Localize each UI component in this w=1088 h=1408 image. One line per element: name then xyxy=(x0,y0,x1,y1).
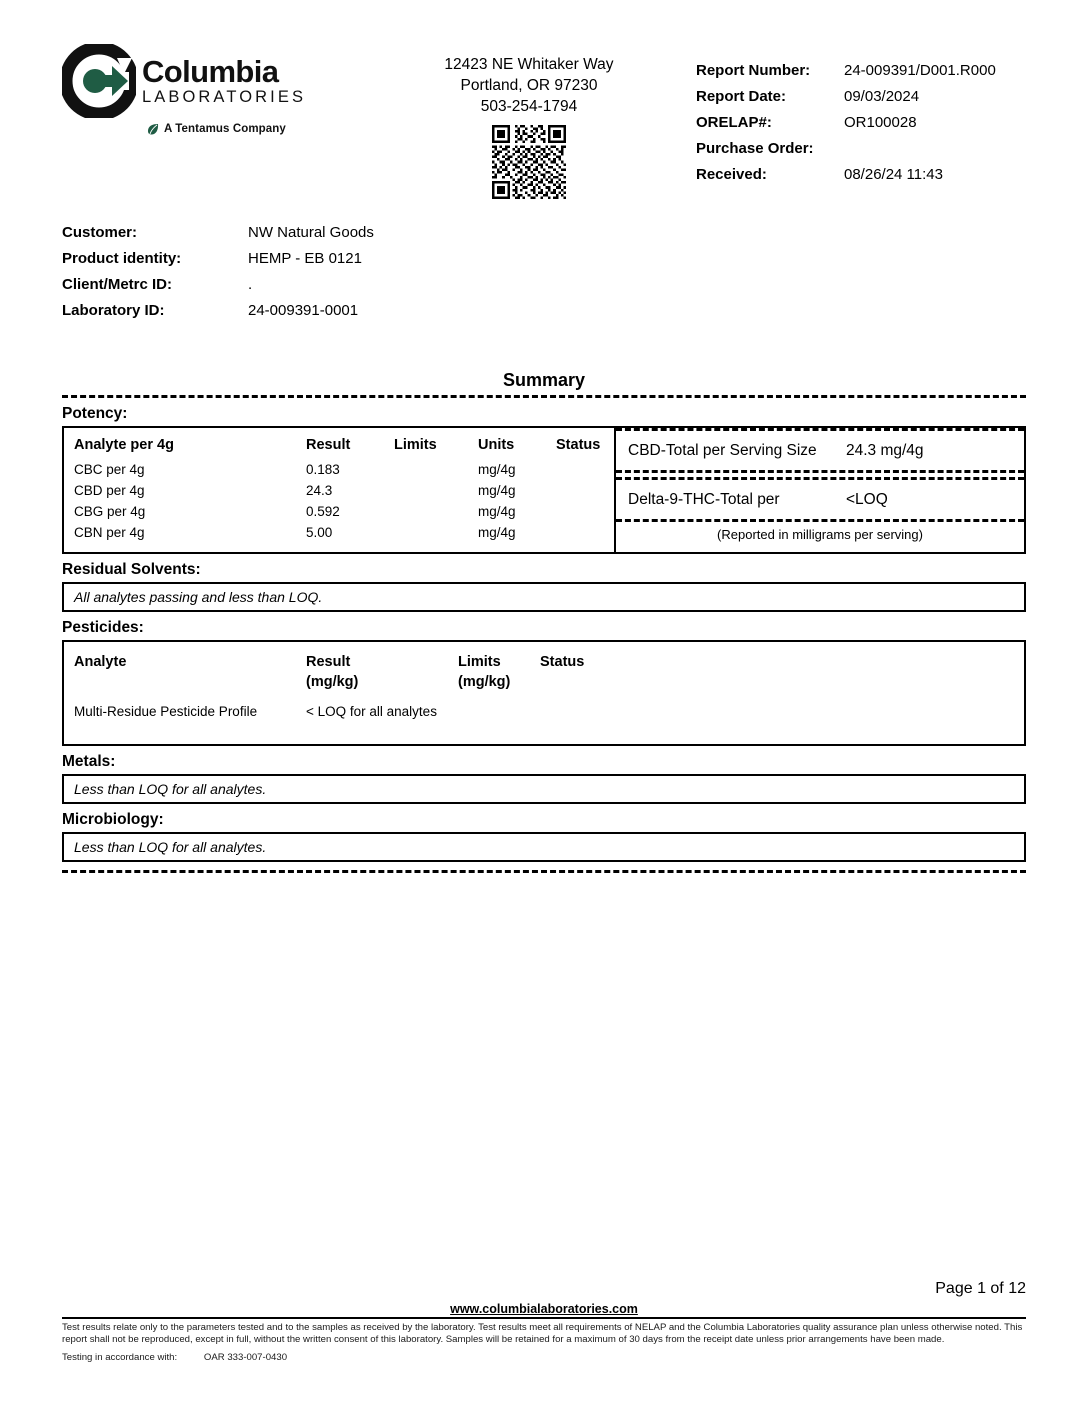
col-analyte: Analyte per 4g xyxy=(74,437,174,453)
meta-value: 09/03/2024 xyxy=(844,88,920,105)
cell-limits xyxy=(394,501,478,522)
customer-label: Client/Metrc ID: xyxy=(62,276,173,293)
microbiology-label: Microbiology: xyxy=(62,811,164,828)
cell-result: 5.00 xyxy=(306,525,333,540)
summary-top-divider xyxy=(62,395,1026,398)
customer-value: NW Natural Goods xyxy=(248,224,374,241)
cell-result: 0.183 xyxy=(306,462,340,477)
customer-value: 24-009391-0001 xyxy=(248,302,359,319)
metals-box xyxy=(62,774,1026,804)
report-metadata xyxy=(696,44,1026,188)
meta-row xyxy=(696,84,1026,110)
potency-header-row xyxy=(74,437,614,453)
cbd-total-row xyxy=(616,428,1024,473)
col-units: Units xyxy=(478,437,515,453)
table-row xyxy=(74,480,614,501)
company-name: Columbia xyxy=(142,53,279,89)
summary-bottom-divider xyxy=(62,870,1026,873)
accordance-label: Testing in accordance with: xyxy=(62,1351,178,1363)
accordance-row xyxy=(62,1352,1026,1364)
col-limits-line1: Limits xyxy=(458,654,501,670)
col-result xyxy=(306,652,458,692)
thc-total-label: Delta-9-THC-Total per xyxy=(628,490,780,508)
report-footer xyxy=(62,1280,1026,1364)
col-result-line2: (mg/kg) xyxy=(306,674,359,690)
residual-solvents-label: Residual Solvents: xyxy=(62,561,201,578)
meta-label: ORELAP#: xyxy=(696,114,772,131)
cell-analyte: CBN per 4g xyxy=(74,525,145,540)
meta-row xyxy=(696,58,1026,84)
potency-table xyxy=(64,428,616,552)
tentamus-text: A Tentamus Company xyxy=(164,123,286,135)
serving-note: (Reported in milligrams per serving) xyxy=(717,527,923,542)
cell-units: mg/4g xyxy=(478,462,516,477)
footer-divider xyxy=(62,1317,1026,1319)
cell-limits xyxy=(394,480,478,501)
address-phone: 503-254-1794 xyxy=(480,98,578,115)
meta-value: OR100028 xyxy=(844,114,917,131)
customer-row xyxy=(62,298,1026,324)
table-row xyxy=(74,704,1024,719)
microbiology-box xyxy=(62,832,1026,862)
col-limits: Limits xyxy=(394,437,437,453)
meta-label: Report Number: xyxy=(696,62,811,79)
table-row xyxy=(74,459,614,480)
cell-limits xyxy=(458,704,540,719)
customer-row xyxy=(62,220,1026,246)
residual-solvents-text: All analytes passing and less than LOQ. xyxy=(74,589,323,605)
col-status: Status xyxy=(556,437,601,453)
cell-result: 24.3 xyxy=(306,483,333,498)
cell-units: mg/4g xyxy=(478,483,516,498)
website-link[interactable]: www.columbialaboratories.com xyxy=(450,1301,638,1316)
meta-row xyxy=(696,136,1026,162)
customer-label: Product identity: xyxy=(62,250,182,267)
cell-limits xyxy=(394,522,478,543)
col-status: Status xyxy=(540,654,585,670)
tentamus-badge xyxy=(146,122,362,136)
customer-label: Customer: xyxy=(62,224,138,241)
cbd-total-label: CBD-Total per Serving Size xyxy=(628,441,817,459)
metals-text: Less than LOQ for all analytes. xyxy=(74,781,267,797)
meta-value: 24-009391/D001.R000 xyxy=(844,62,996,79)
cell-analyte: CBD per 4g xyxy=(74,483,145,498)
cbd-total-value: 24.3 mg/4g xyxy=(846,441,924,459)
col-result-line1: Result xyxy=(306,654,351,670)
page-number: Page 1 of 12 xyxy=(935,1279,1026,1297)
summary-heading: Summary xyxy=(502,370,586,390)
cell-result: 0.592 xyxy=(306,504,340,519)
meta-label: Received: xyxy=(696,166,767,183)
cell-analyte: CBC per 4g xyxy=(74,462,145,477)
cell-analyte: CBG per 4g xyxy=(74,504,146,519)
customer-value: HEMP - EB 0121 xyxy=(248,250,362,267)
col-analyte: Analyte xyxy=(74,654,127,670)
meta-row xyxy=(696,110,1026,136)
customer-row xyxy=(62,246,1026,272)
customer-value: . xyxy=(248,276,253,293)
cell-result: < LOQ for all analytes xyxy=(306,704,437,719)
pesticides-table xyxy=(62,640,1026,746)
qr-code-icon xyxy=(492,125,566,199)
col-limits-line2: (mg/kg) xyxy=(458,674,511,690)
logo-c-glyph xyxy=(62,44,136,118)
col-result: Result xyxy=(306,437,351,453)
cell-analyte: Multi-Residue Pesticide Profile xyxy=(74,704,258,719)
cell-units: mg/4g xyxy=(478,504,516,519)
customer-label: Laboratory ID: xyxy=(62,302,165,319)
microbiology-text: Less than LOQ for all analytes. xyxy=(74,839,267,855)
thc-total-row xyxy=(616,477,1024,522)
cell-units: mg/4g xyxy=(478,525,516,540)
columbia-logo-mark xyxy=(62,44,136,118)
residual-solvents-box xyxy=(62,582,1026,612)
meta-label: Report Date: xyxy=(696,88,787,105)
pesticides-header-row xyxy=(74,652,1024,692)
pesticides-label: Pesticides: xyxy=(62,619,144,636)
disclaimer-text: Test results relate only to the parameters tested and to the samples as received by the laboratory. Test results meet all requirements of NELAP and the Columbia Laboratories quality assurance plan unless otherwise noted. This report shall not be reproduced, except in full, without the written consent of this laboratory. Samples will be retained for a maximum of 30 days from the receipt date unless prior arrangements have been made. xyxy=(62,1321,1023,1346)
table-row xyxy=(74,501,614,522)
lab-address xyxy=(362,44,696,199)
metals-label: Metals: xyxy=(62,753,116,770)
cell-status xyxy=(540,704,630,719)
meta-row xyxy=(696,162,1026,188)
company-subtitle: LABORATORIES xyxy=(142,87,307,106)
customer-info xyxy=(62,220,1026,324)
serving-size-panel xyxy=(616,428,1024,552)
address-street: 12423 NE Whitaker Way xyxy=(444,56,614,73)
accordance-value: OAR 333-007-0430 xyxy=(203,1351,288,1363)
report-header xyxy=(62,0,1026,194)
cell-limits xyxy=(394,459,478,480)
company-logo xyxy=(62,44,362,136)
leaf-icon xyxy=(146,122,160,136)
table-row xyxy=(74,522,614,543)
potency-table-container xyxy=(62,426,1026,554)
meta-value: 08/26/24 11:43 xyxy=(844,166,943,183)
meta-label: Purchase Order: xyxy=(696,140,814,157)
potency-section-label: Potency: xyxy=(62,405,128,422)
customer-row xyxy=(62,272,1026,298)
thc-total-value: <LOQ xyxy=(846,490,888,508)
col-limits xyxy=(458,652,540,692)
address-city: Portland, OR 97230 xyxy=(460,77,598,94)
